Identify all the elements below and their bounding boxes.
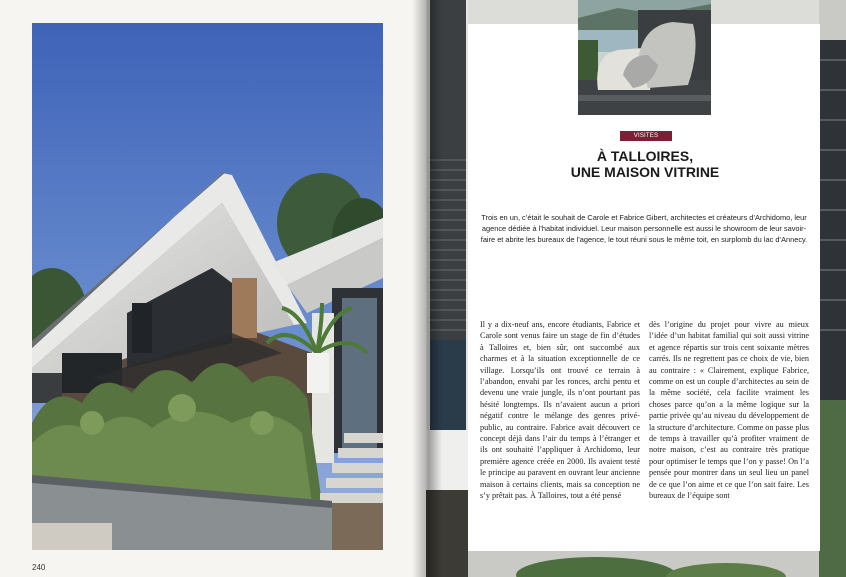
article-title [560, 148, 730, 180]
body-column-2 [649, 319, 809, 505]
page-gutter-shadow [412, 0, 442, 577]
body-column-1 [480, 319, 640, 505]
section-tag: VISITES PRIVÉES [620, 131, 672, 141]
article-intro: Trois en un, c’était le souhait de Carole et Fabrice Gibert, architectes et créateurs d’Archidomo, leur agence dédiée à l’habitat individuel. Leur maison personnelle est aussi le showroom de leur savoir-faire et abrite les bureaux de l’agence, le tout réuni sous le même toit, en surplomb du lac d’Annecy. [480, 213, 808, 244]
title-line-1: À TALLOIRES, [596, 148, 694, 164]
inset-lake-sofa-photo [578, 0, 711, 115]
title-line-2: UNE MAISON VITRINE [570, 164, 720, 180]
page-number: 240 [32, 563, 46, 572]
body-column-2-text: dès l’origine du projet pour vivre au mieux l’idée d’un habitat familial qui soit aussi vitrine et agence répartis sur trois cent soixante mètres carrés. Ils ne regrettent pas ce choix de vie, bien au contraire : « Clairement, explique Fabrice, comme on est un couple d’architectes au sein de la même société, cela facilite vraiment les choses parce qu’on a la même logique sur la partie privée qu’au niveau du développement de la structure d’architecture. Comme on passe plus de temps à travailler qu’à profiter vraiment de notre maison, c’est au contraire très pratique pour optimiser le temps que l’on y passe! On l’a pensée pour montrer dans un seul lieu un panel de ce que l’on aime et ce que l’on sait faire. Les bureaux de l’équipe sont [649, 320, 809, 501]
house-exterior-photo [32, 23, 383, 550]
body-column-1-text: Il y a dix-neuf ans, encore étudiants, Fabrice et Carole sont venus faire un stage de fin d’études à Talloires et, bien sûr, ont succombé aux charmes et à la situation exceptionnelle de ce village. Lorsqu’ils ont trouvé ce terrain à l’abandon, envahi par les ronces, archi pentu et devenu une vraie jungle, ils n’ont pourtant pas hésité longtemps. Ils n’avaient aucun a priori négatif contre le mélange des genres privé-public, au contraire. Fabrice avait découvert ce concept déjà dans l’air du temps à l’étranger et ils ont souhaité l’appliquer à Archidomo, leur première agence créée en 2000. Ils avaient testé le principe au paravent en ouvrant leur ancienne maison à certains clients, mais sa conception ne s’y prêtait pas. À Talloires, tout a été pensé [480, 320, 640, 501]
